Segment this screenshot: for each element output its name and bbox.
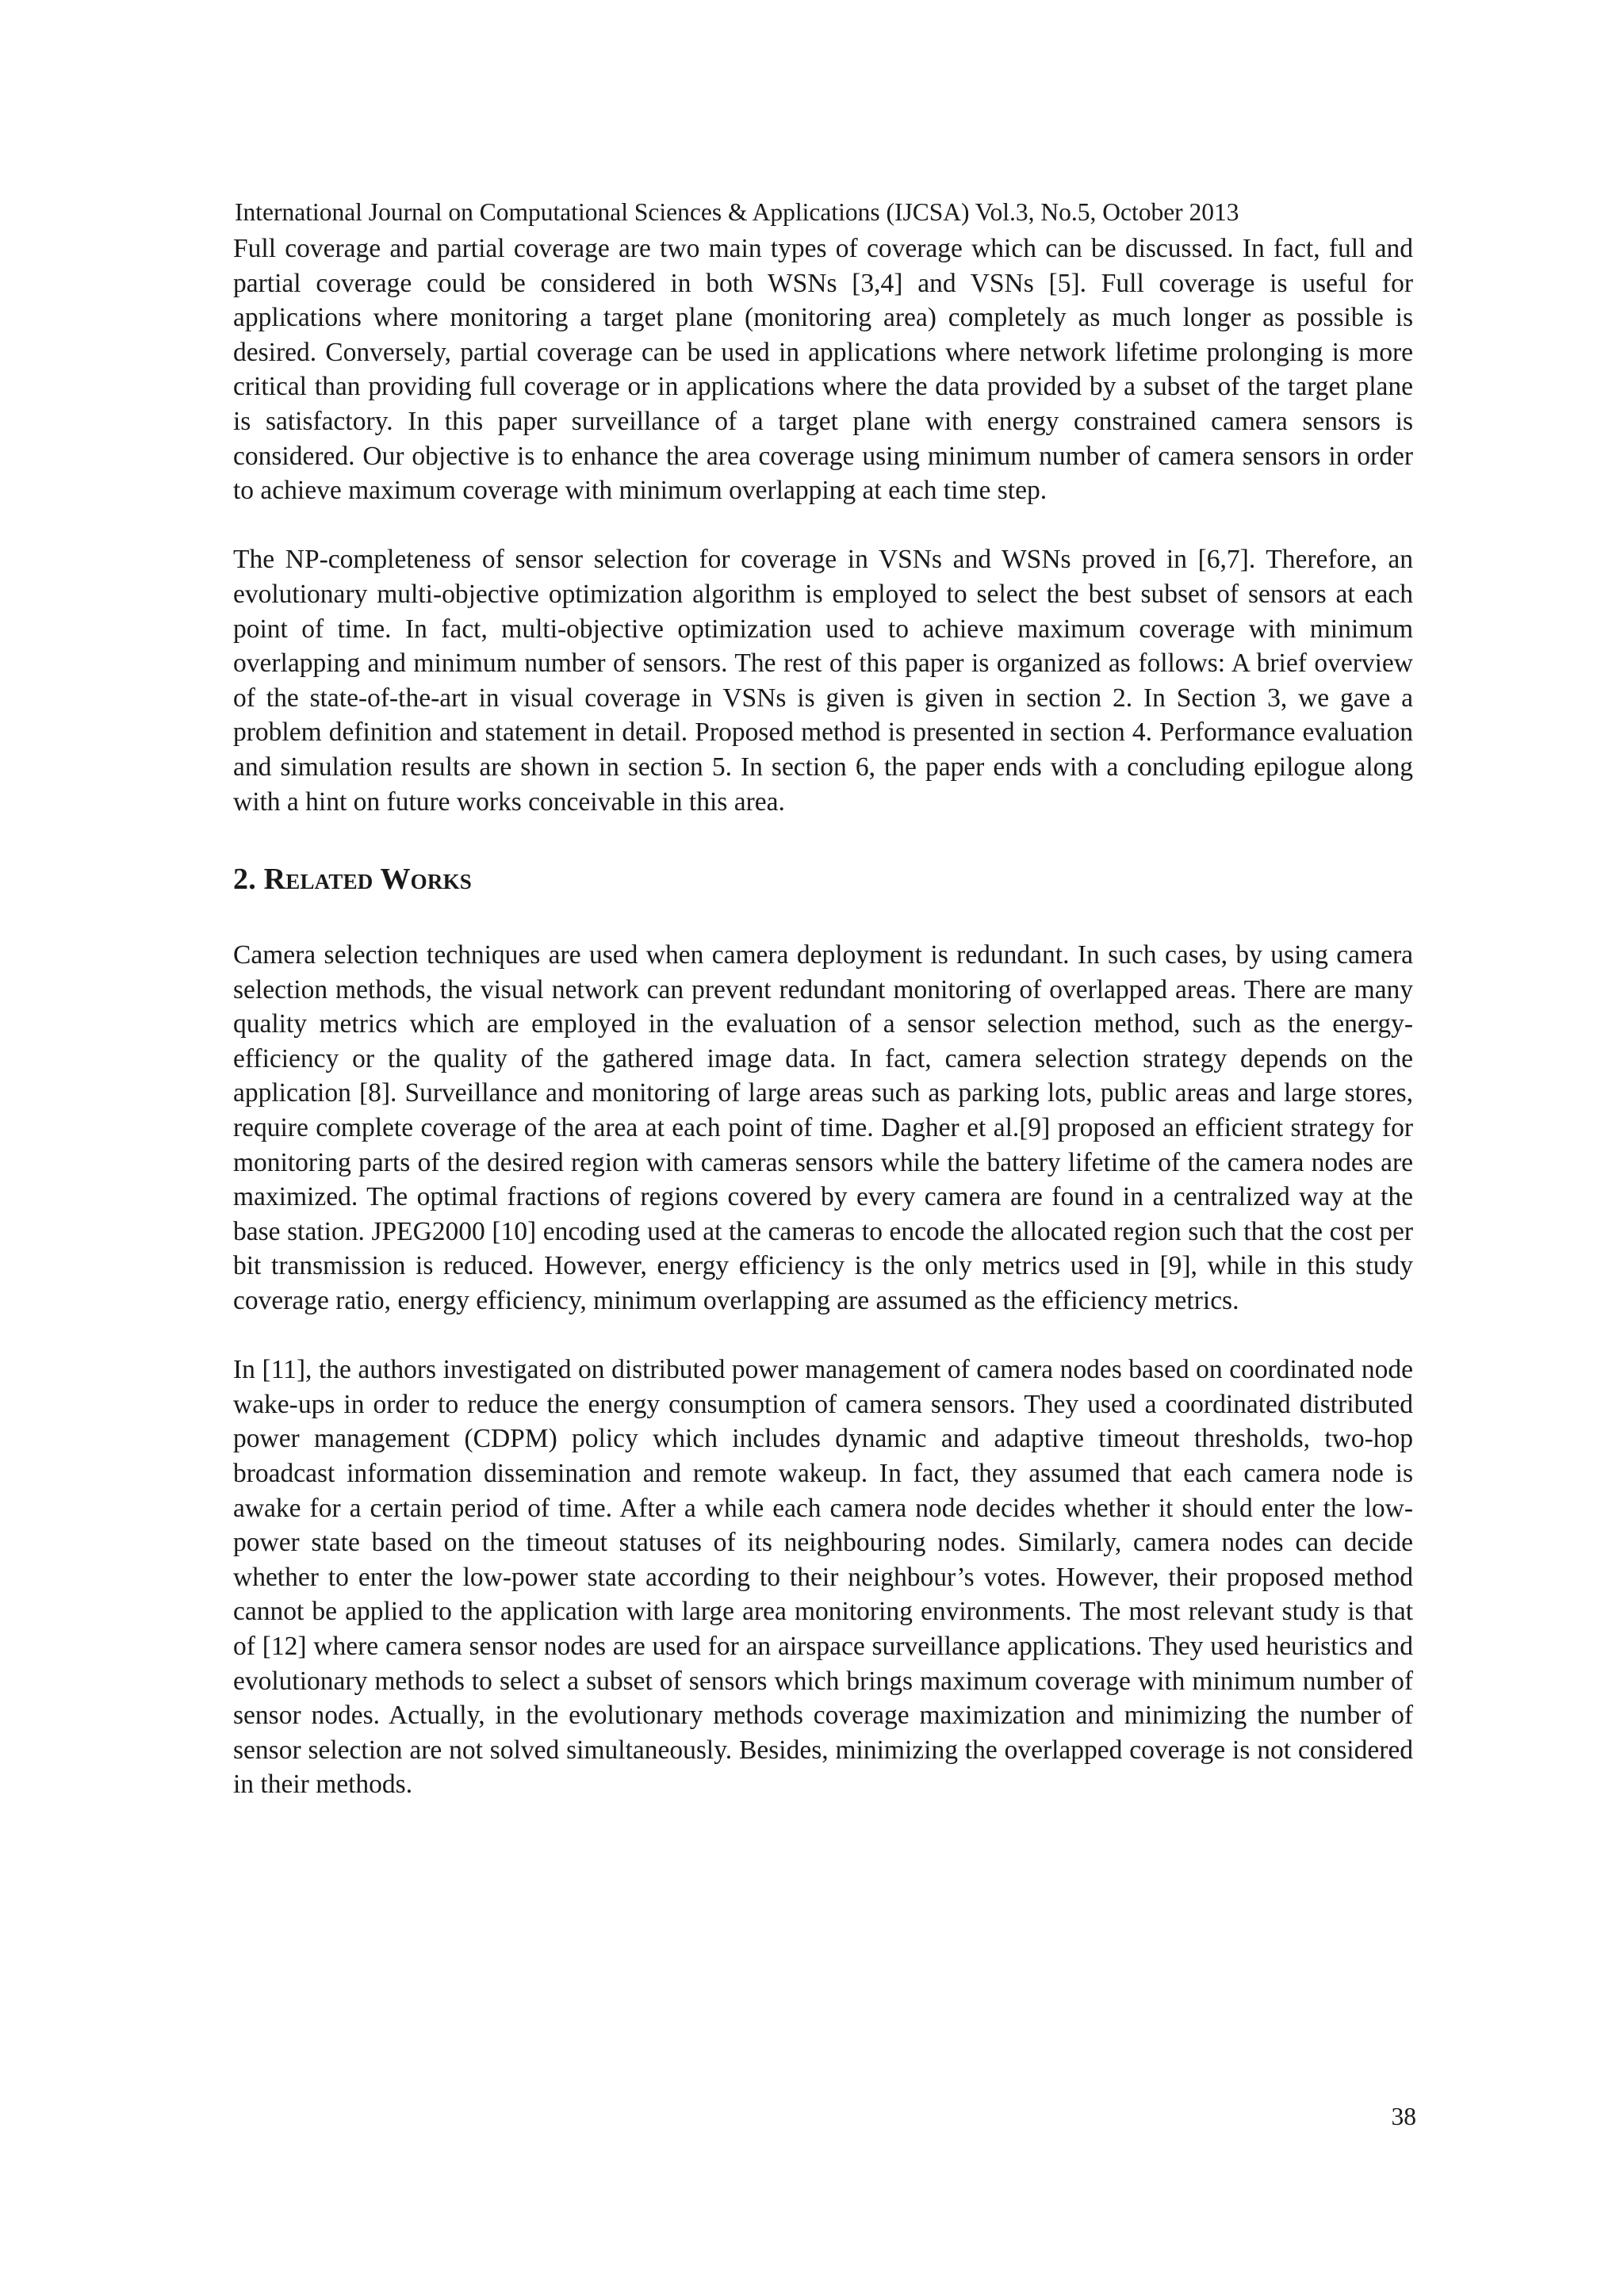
paragraph-coverage-types: Full coverage and partial coverage are two main types of coverage which can be discussed. In fact, full and partial coverage could be considered in both WSNs [3,4] and VSNs [5]. Full coverage is useful for applications where monitoring a target plane (monitoring area) completely as much longer as possible is desired. Conversely, partial coverage can be used in applications where network lifetime prolonging is more critical than providing full coverage or in applications where the data provided by a subset of the target plane is satisfactory. In this paper surveillance of a target plane with energy constrained camera sensors is considered. Our objective is to enhance the area coverage using minimum number of camera sensors in order to achieve maximum coverage with minimum overlapping at each time step. <box>233 234 1413 506</box>
paragraph-camera-selection: Camera selection techniques are used when camera deployment is redundant. In such cases, by using camera selection methods, the visual network can prevent redundant monitoring of overlapped areas. There are many quality metrics which are employed in the evaluation of a sensor selection method, such as the energy-efficiency or the quality of the gathered image data. In fact, camera selection strategy depends on the application [8]. Surveillance and monitoring of large areas such as parking lots, public areas and large stores, require complete coverage of the area at each point of time. Dagher et al.[9] proposed an efficient strategy for monitoring parts of the desired region with cameras sensors while the battery lifetime of the camera nodes are maximized. The optimal fractions of regions covered by every camera are found in a centralized way at the base station. JPEG2000 [10] encoding used at the cameras to encode the allocated region such that the cost per bit transmission is reduced. However, energy efficiency is the only metrics used in [9], while in this study coverage ratio, energy efficiency, minimum overlapping are assumed as the efficiency metrics. <box>233 940 1413 1316</box>
body-text <box>233 232 1413 1802</box>
paragraph-np-completeness: The NP-completeness of sensor selection for coverage in VSNs and WSNs proved in [6,7]. Therefore, an evolutionary multi-objective optimization algorithm is employed to select the best subset of sensors at each point of time. In fact, multi-objective optimization used to achieve maximum coverage with minimum overlapping and minimum number of sensors. The rest of this paper is organized as follows: A brief overview of the state-of-the-art in visual coverage in VSNs is given is given in section 2. In Section 3, we gave a problem definition and statement in detail. Proposed method is presented in section 4. Performance evaluation and simulation results are shown in section 5. In section 6, the paper ends with a concluding epilogue along with a hint on future works conceivable in this area. <box>233 545 1413 817</box>
section-heading-related-works: 2. Related Works <box>233 863 473 897</box>
paragraph-power-management: In [11], the authors investigated on distributed power management of camera nodes based on coordinated node wake-ups in order to reduce the energy consumption of camera sensors. They used a coordinated distributed power management (CDPM) policy which includes dynamic and adaptive timeout thresholds, two-hop broadcast information dissemination and remote wakeup. In fact, they assumed that each camera node is awake for a certain period of time. After a while each camera node decides whether it should enter the low-power state based on the timeout statuses of its neighbouring nodes. Similarly, camera nodes can decide whether to enter the low-power state according to their neighbour’s votes. However, their proposed method cannot be applied to the application with large area monitoring environments. The most relevant study is that of [12] where camera sensor nodes are used for an airspace surveillance applications. They used heuristics and evolutionary methods to select a subset of sensors which brings maximum coverage with minimum number of sensor nodes. Actually, in the evolutionary methods coverage maximization and minimizing the number of sensor selection are not solved simultaneously. Besides, minimizing the overlapped coverage is not considered in their methods. <box>233 1355 1413 1800</box>
page-number: 38 <box>1391 2103 1416 2130</box>
running-header: International Journal on Computational Sciences & Applications (IJCSA) Vol.3, No.5, October 2013 <box>235 198 1239 226</box>
